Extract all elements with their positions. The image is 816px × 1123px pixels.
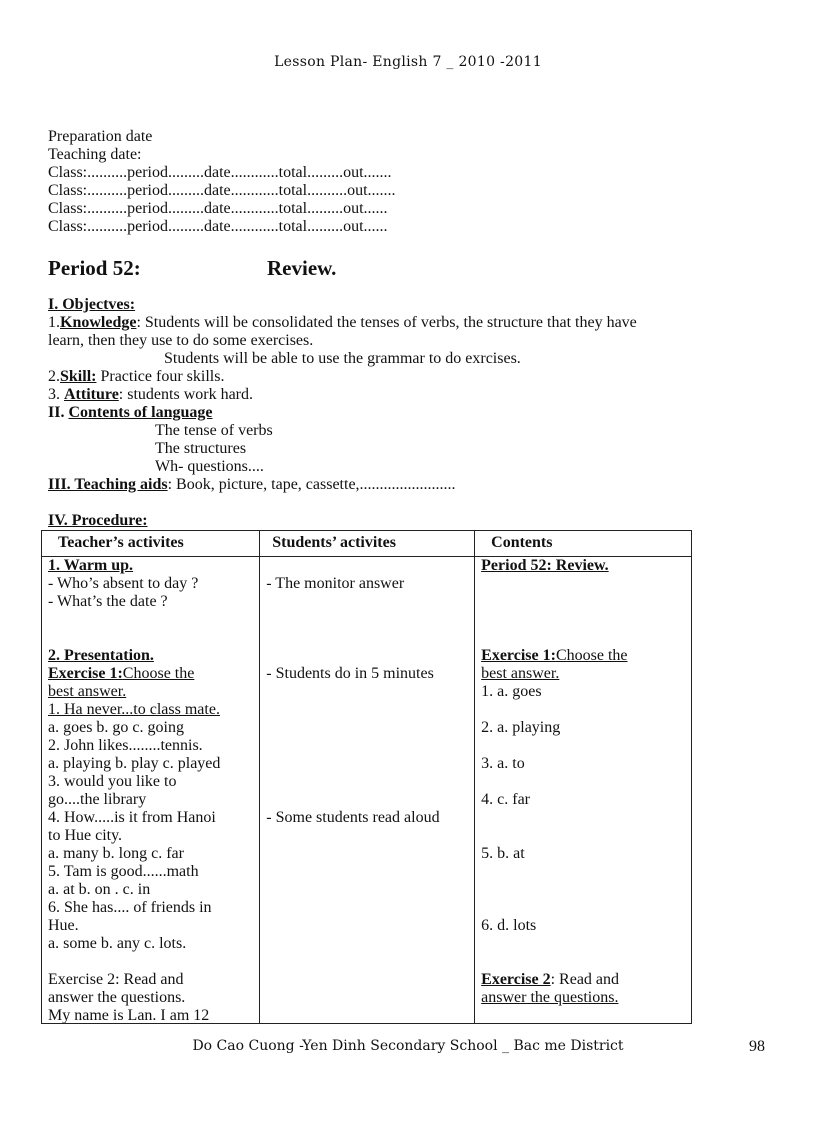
contents-num: II. bbox=[48, 404, 69, 421]
class-line: Class:..........period.........date............total.........out....... bbox=[48, 164, 392, 181]
list-item: 5. Tam is good......math bbox=[48, 863, 199, 880]
ex2-label: Exercise 2 bbox=[481, 971, 551, 988]
procedure-table-wrap bbox=[41, 530, 692, 1024]
list-item: a. some b. any c. lots. bbox=[48, 935, 187, 952]
ex1-title: Choose the bbox=[555, 647, 628, 664]
knowledge-line-3: Students will be able to use the grammar to do exrcises. bbox=[164, 350, 521, 367]
ex1-label: Exercise 1: bbox=[481, 647, 556, 664]
attitude-line bbox=[48, 386, 748, 404]
attitude-text: : students work hard. bbox=[118, 386, 253, 403]
class-line: Class:..........period.........date............total.........out...... bbox=[48, 200, 388, 217]
aids-line bbox=[48, 476, 748, 494]
list-item: - What’s the date ? bbox=[48, 593, 168, 610]
list-item: 1. Ha never...to class mate. bbox=[48, 701, 220, 718]
ex1-title: Choose the bbox=[122, 665, 195, 682]
column-header-teacher: Teacher’s activites bbox=[42, 531, 260, 557]
contents-ex1-heading bbox=[481, 647, 685, 665]
student-activity: - The monitor answer bbox=[266, 575, 405, 592]
teacher-cell bbox=[42, 557, 260, 1025]
list-item: Hue. bbox=[48, 917, 79, 934]
aids-text: : Book, picture, tape, cassette,........................ bbox=[167, 476, 456, 493]
student-activity: - Students do in 5 minutes bbox=[266, 665, 434, 682]
class-line: Class:..........period.........date............total..........out....... bbox=[48, 182, 396, 199]
list-item: 3. would you like to bbox=[48, 773, 177, 790]
warmup-heading: 1. Warm up. bbox=[48, 557, 134, 574]
list-item: a. at b. on . c. in bbox=[48, 881, 151, 898]
preparation-date: Preparation date bbox=[48, 128, 153, 145]
ex2-title: : Read and bbox=[550, 971, 620, 988]
page-header: Lesson Plan- English 7 _ 2010 -2011 bbox=[274, 54, 542, 70]
lesson-title: Review. bbox=[267, 256, 337, 280]
list-item: answer the questions. bbox=[48, 989, 186, 1006]
column-header-students: Students’ activites bbox=[260, 531, 475, 557]
list-item: 4. How.....is it from Hanoi bbox=[48, 809, 216, 826]
page-number: 98 bbox=[749, 1038, 765, 1055]
period-label: Period 52: bbox=[48, 256, 141, 280]
list-item: My name is Lan. I am 12 bbox=[48, 1007, 210, 1024]
contents-cell bbox=[475, 557, 692, 1025]
contents-item: Wh- questions.... bbox=[155, 458, 264, 475]
answer: 6. d. lots bbox=[481, 917, 537, 934]
column-header-contents: Contents bbox=[475, 531, 692, 557]
ex1-label: Exercise 1: bbox=[48, 665, 123, 682]
list-item: Exercise 2: Read and bbox=[48, 971, 184, 988]
lesson-body bbox=[48, 296, 748, 530]
contents-ex2-heading bbox=[481, 971, 685, 989]
contents-item: The structures bbox=[155, 440, 247, 457]
list-item: to Hue city. bbox=[48, 827, 123, 844]
list-item: a. many b. long c. far bbox=[48, 845, 184, 862]
knowledge-text: : Students will be consolidated the tenses of verbs, the structure that they have bbox=[136, 314, 637, 331]
list-item: - Who’s absent to day ? bbox=[48, 575, 199, 592]
contents-period-title: Period 52: Review. bbox=[481, 557, 609, 574]
contents-heading: Contents of language bbox=[68, 404, 213, 421]
knowledge-label: Knowledge bbox=[60, 314, 137, 331]
student-activity: - Some students read aloud bbox=[266, 809, 440, 826]
contents-item: The tense of verbs bbox=[155, 422, 273, 439]
period-title bbox=[48, 256, 337, 281]
preparation-block bbox=[48, 128, 396, 236]
skill-text: Practice four skills. bbox=[96, 368, 225, 385]
page-footer: Do Cao Cuong -Yen Dinh Secondary School _ Bac me District bbox=[192, 1038, 624, 1054]
list-item: 2. John likes........tennis. bbox=[48, 737, 203, 754]
class-line: Class:..........period.........date............total.........out...... bbox=[48, 218, 388, 235]
knowledge-line bbox=[48, 314, 748, 332]
list-item: a. playing b. play c. played bbox=[48, 755, 221, 772]
objectives-heading: I. Objectves: bbox=[48, 296, 136, 313]
attitude-label: Attiture bbox=[64, 386, 119, 403]
ex1-title-2: best answer. bbox=[48, 683, 127, 700]
skill-line bbox=[48, 368, 748, 386]
list-item: a. goes b. go c. going bbox=[48, 719, 184, 736]
skill-num: 2. bbox=[48, 368, 60, 385]
students-cell bbox=[260, 557, 475, 1025]
knowledge-num: 1. bbox=[48, 314, 60, 331]
answer: 5. b. at bbox=[481, 845, 525, 862]
skill-label: Skill: bbox=[60, 368, 97, 385]
ex1-title-2: best answer. bbox=[481, 665, 560, 682]
presentation-heading: 2. Presentation. bbox=[48, 647, 154, 664]
procedure-heading: IV. Procedure: bbox=[48, 512, 148, 529]
knowledge-line-2: learn, then they use to do some exercises. bbox=[48, 332, 314, 349]
table-header-row bbox=[42, 531, 692, 557]
answer: 3. a. to bbox=[481, 755, 525, 772]
exercise1-heading bbox=[48, 665, 253, 683]
attitude-num: 3. bbox=[48, 386, 64, 403]
answer: 1. a. goes bbox=[481, 683, 542, 700]
teaching-date: Teaching date: bbox=[48, 146, 142, 163]
list-item: 6. She has.... of friends in bbox=[48, 899, 212, 916]
list-item: go....the library bbox=[48, 791, 147, 808]
contents-heading-line bbox=[48, 404, 748, 422]
procedure-table bbox=[41, 530, 692, 1024]
answer: 4. c. far bbox=[481, 791, 530, 808]
table-row bbox=[42, 557, 692, 1025]
aids-heading: III. Teaching aids bbox=[48, 476, 168, 493]
answer: 2. a. playing bbox=[481, 719, 561, 736]
ex2-title-2: answer the questions. bbox=[481, 989, 619, 1006]
